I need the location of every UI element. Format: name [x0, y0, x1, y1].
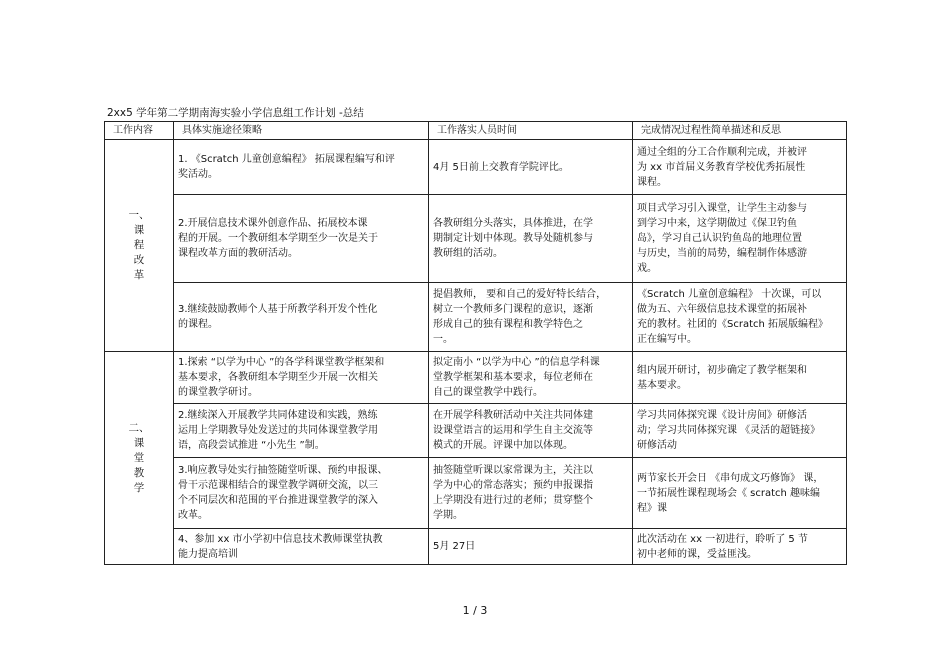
category-char: 教: [133, 466, 145, 479]
reflection-cell: 组内展开研讨，初步确定了教学框架和 基本要求。: [633, 352, 847, 404]
reflection-cell: 学习共同体探究课《设计房间》研修活 动；学习共同体探究课 《灵活的超链接》 研修活动: [633, 404, 847, 458]
reflection-cell: 项目式学习引入课堂，让学生主动参与 到学习中来，这学期做过《保卫钓鱼 岛》，学习自己认识钓鱼岛的地理位置 与历史，当前的局势，编程制作体感游 戏。: [633, 195, 847, 283]
category-char: 程: [133, 239, 145, 251]
table-row: [105, 352, 847, 404]
people-time-cell: 4月 5日前上交教育学院评比。: [429, 140, 633, 195]
strategy-cell: 2.继续深入开展教学共同体建设和实践，熟练 运用上学期教导处发送过的共同体课堂教学用 语，高段尝试推进 “小先生 ”制。: [174, 404, 429, 458]
category-char: 课: [133, 224, 145, 236]
strategy-cell: 4、参加 xx 市小学初中信息技术教师课堂执教 能力提高培训: [174, 529, 429, 565]
table-row: [105, 404, 847, 458]
table-row: [105, 195, 847, 283]
strategy-cell: 3.继续鼓励教师个人基于所教学科开发个性化 的课程。: [174, 283, 429, 352]
table-row: [105, 140, 847, 195]
reflection-cell: 《Scratch 儿童创意编程》 十次课，可以 做为五、六年级信息技术课堂的拓展补 充的教材。社团的《Scratch 拓展版编程》 正在编写中。: [633, 283, 847, 352]
category-char: 一、: [128, 209, 150, 221]
category-char: 改: [133, 254, 145, 266]
people-time-cell: 抽签随堂听课以家常课为主，关注以 学为中心的常态落实；预约申报课指 上学期没有进行过的老师；贯穿整个 学期。: [429, 458, 633, 529]
header-work-content: 工作内容: [105, 122, 174, 140]
table-row: [105, 283, 847, 352]
header-strategy: 具体实施途径策略: [174, 122, 429, 140]
category-curriculum-reform: [105, 140, 174, 352]
table-row: [105, 529, 847, 565]
strategy-cell: 1.探索 “以学为中心 ”的各学科课堂教学框架和 基本要求，各教研组本学期至少开展一次相关 的课堂教学研讨。: [174, 352, 429, 404]
reflection-cell: 通过全组的分工合作顺利完成，并被评 为 xx 市首届义务教育学校优秀拓展性 课程。: [633, 140, 847, 195]
people-time-cell: 5月 27日: [429, 529, 633, 565]
strategy-cell: 3.响应教导处实行抽签随堂听课、预约申报课、 骨干示范课相结合的课堂教学调研交流，以三 个不同层次和范围的平台推进课堂教学的深入 改革。: [174, 458, 429, 529]
document-title: 2xx5 学年第二学期南海实验小学信息组工作计划 -总结: [107, 107, 364, 119]
category-char: 课: [133, 436, 145, 449]
reflection-cell: 此次活动在 xx 一初进行，聆听了 5 节 初中老师的课，受益匪浅。: [633, 529, 847, 565]
page-number: 1 / 3: [462, 604, 488, 617]
reflection-cell: 两节家长开会日 《串句成文巧修饰》 课， 一节拓展性课程现场会《 scratch 趣味编 程》课: [633, 458, 847, 529]
category-classroom-teaching: [105, 352, 174, 565]
table-header-row: [105, 122, 847, 140]
work-plan-table: [104, 121, 847, 565]
category-char: 学: [133, 481, 145, 494]
header-people-time: 工作落实人员时间: [429, 122, 633, 140]
header-reflection: 完成情况过程性简单描述和反思: [633, 122, 847, 140]
strategy-cell: 2.开展信息技术课外创意作品、拓展校本课 程的开展。一个教研组本学期至少一次是关于 课程改革方面的教研活动。: [174, 195, 429, 283]
category-char: 二、: [128, 421, 150, 434]
people-time-cell: 提倡教师， 要和自己的爱好特长结合， 树立一个教师多门课程的意识，逐渐 形成自己的独有课程和教学特色之 一。: [429, 283, 633, 352]
strategy-cell: 1. 《Scratch 儿童创意编程》 拓展课程编写和评 奖活动。: [174, 140, 429, 195]
table-row: [105, 458, 847, 529]
people-time-cell: 各教研组分头落实，具体推进，在学 期制定计划中体现。教导处随机参与 教研组的活动。: [429, 195, 633, 283]
category-char: 革: [133, 269, 145, 281]
people-time-cell: 在开展学科教研活动中关注共同体建 设课堂语言的运用和学生自主交流等 模式的开展。评课中加以体现。: [429, 404, 633, 458]
category-char: 堂: [133, 451, 145, 464]
people-time-cell: 拟定南小 “以学为中心 ”的信息学科课 堂教学框架和基本要求，每位老师在 自己的课堂教学中践行。: [429, 352, 633, 404]
